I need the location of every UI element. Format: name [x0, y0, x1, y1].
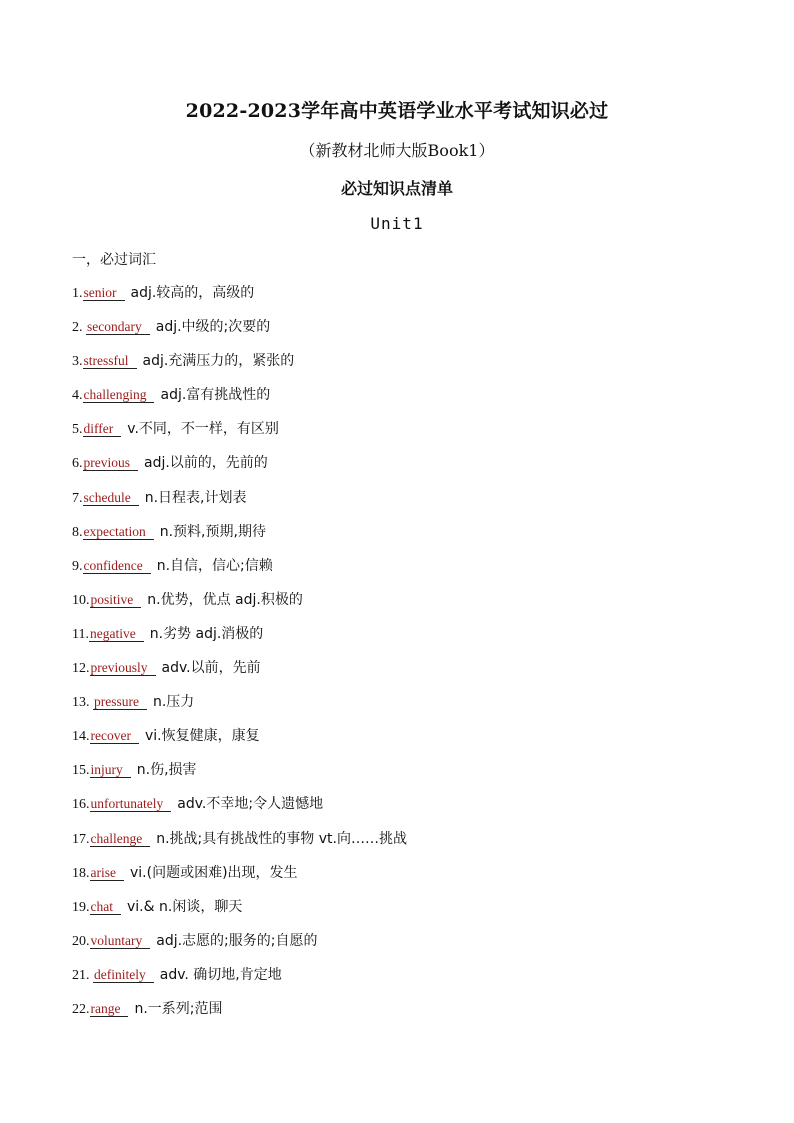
vocab-word: expectation	[83, 524, 154, 540]
document-subtitle: （新教材北师大版Book1）	[299, 141, 495, 160]
vocab-number: 7.	[72, 490, 83, 506]
vocab-item	[72, 863, 407, 897]
vocab-meaning: n.压力	[152, 694, 195, 711]
vocab-meaning: n.伤,损害	[136, 762, 197, 779]
vocab-number: 9.	[72, 558, 83, 574]
vocab-word: unfortunately	[90, 796, 172, 812]
vocab-number: 18.	[72, 865, 90, 881]
vocab-item	[72, 385, 407, 419]
vocab-meaning: n.劣势 adj.消极的	[149, 625, 264, 642]
vocab-meaning: adj.志愿的;服务的;自愿的	[156, 932, 318, 949]
vocab-number: 22.	[72, 1001, 90, 1017]
vocab-meaning: vi.& n.闲谈，聊天	[127, 898, 243, 915]
vocab-number: 17.	[72, 831, 90, 847]
vocab-number: 1.	[72, 286, 83, 301]
list-title: 必过知识点清单	[340, 179, 453, 198]
vocab-word: secondary	[86, 319, 150, 335]
vocab-item	[72, 965, 407, 999]
vocab-number: 16.	[72, 797, 90, 813]
vocab-meaning: n.自信，信心;信赖	[156, 557, 273, 574]
vocab-word: injury	[90, 762, 131, 778]
vocab-number: 4.	[72, 388, 83, 404]
vocab-number: 20.	[72, 933, 90, 949]
vocab-item	[72, 488, 407, 522]
vocab-meaning: adj.富有挑战性的	[160, 387, 271, 404]
vocab-meaning: n.一系列;范围	[134, 1000, 223, 1017]
vocab-meaning: n.日程表,计划表	[144, 489, 247, 506]
vocab-word: previously	[90, 660, 156, 676]
vocab-item	[72, 658, 407, 692]
vocab-item	[72, 522, 407, 556]
vocab-word: negative	[89, 626, 144, 642]
vocab-word: confidence	[83, 558, 151, 574]
vocab-word: voluntary	[90, 933, 151, 949]
vocab-word: schedule	[83, 490, 139, 506]
vocab-number: 2.	[72, 320, 86, 336]
vocab-word: stressful	[83, 353, 137, 369]
vocab-word: chat	[90, 899, 122, 915]
vocab-number: 13.	[72, 695, 93, 711]
vocab-item	[72, 419, 407, 453]
vocab-word: positive	[90, 592, 142, 608]
vocab-meaning: vi.(问题或困难)出现，发生	[129, 864, 298, 881]
vocab-word: challenge	[90, 831, 151, 847]
vocab-item	[72, 453, 407, 487]
vocab-word: pressure	[93, 694, 147, 710]
vocab-item	[72, 931, 407, 965]
vocab-meaning: v.不同，不一样，有区别	[127, 421, 279, 438]
vocab-word: senior	[83, 285, 125, 301]
section-heading: 一，必过词汇	[72, 252, 156, 268]
vocab-number: 14.	[72, 729, 90, 745]
vocab-meaning: adv.以前，先前	[161, 660, 261, 677]
vocab-word: arise	[90, 865, 124, 881]
vocab-meaning: vi.恢复健康，康复	[144, 728, 260, 745]
vocab-meaning: adj.中级的;次要的	[155, 319, 271, 336]
vocab-item	[72, 726, 407, 760]
vocab-word: differ	[83, 421, 122, 437]
vocab-number: 12.	[72, 661, 90, 677]
vocab-item	[72, 692, 407, 726]
vocab-meaning: adj.较高的，高级的	[130, 285, 255, 301]
vocab-word: previous	[83, 455, 139, 471]
vocab-number: 3.	[72, 354, 83, 370]
vocab-word: range	[90, 1001, 129, 1017]
document-title: 2022-2023学年高中英语学业水平考试知识必过	[185, 100, 609, 122]
vocab-number: 8.	[72, 524, 83, 540]
vocab-word: recover	[90, 728, 139, 744]
vocab-item	[72, 794, 407, 828]
vocabulary-list	[72, 283, 407, 1033]
vocab-item	[72, 624, 407, 658]
vocab-meaning: n.挑战;具有挑战性的事物 vt.向……挑战	[156, 830, 407, 847]
vocab-meaning: n.预料,预期,期待	[159, 523, 266, 540]
vocab-word: challenging	[83, 387, 155, 403]
vocab-meaning: adj.以前的，先前的	[144, 455, 268, 472]
vocab-word: definitely	[93, 967, 154, 983]
unit-heading: Unit1	[370, 214, 424, 233]
vocab-item	[72, 590, 407, 624]
vocab-item	[72, 897, 407, 931]
vocab-item	[72, 760, 407, 794]
vocab-meaning: n.优势，优点 adj.积极的	[147, 591, 303, 608]
vocab-number: 15.	[72, 763, 90, 779]
vocab-number: 10.	[72, 592, 90, 608]
vocab-item	[72, 317, 407, 351]
vocab-meaning: adv. 确切地,肯定地	[159, 966, 282, 983]
vocab-item	[72, 829, 407, 863]
vocab-number: 19.	[72, 899, 90, 915]
vocab-item	[72, 999, 407, 1033]
vocab-number: 6.	[72, 456, 83, 472]
vocab-meaning: adv.不幸地;令人遗憾地	[177, 796, 324, 813]
vocab-number: 21.	[72, 967, 93, 983]
vocab-item	[72, 556, 407, 590]
vocab-item	[72, 351, 407, 385]
vocab-item	[72, 283, 407, 317]
vocab-number: 11.	[72, 626, 89, 642]
vocab-number: 5.	[72, 422, 83, 438]
vocab-meaning: adj.充满压力的，紧张的	[142, 353, 295, 370]
